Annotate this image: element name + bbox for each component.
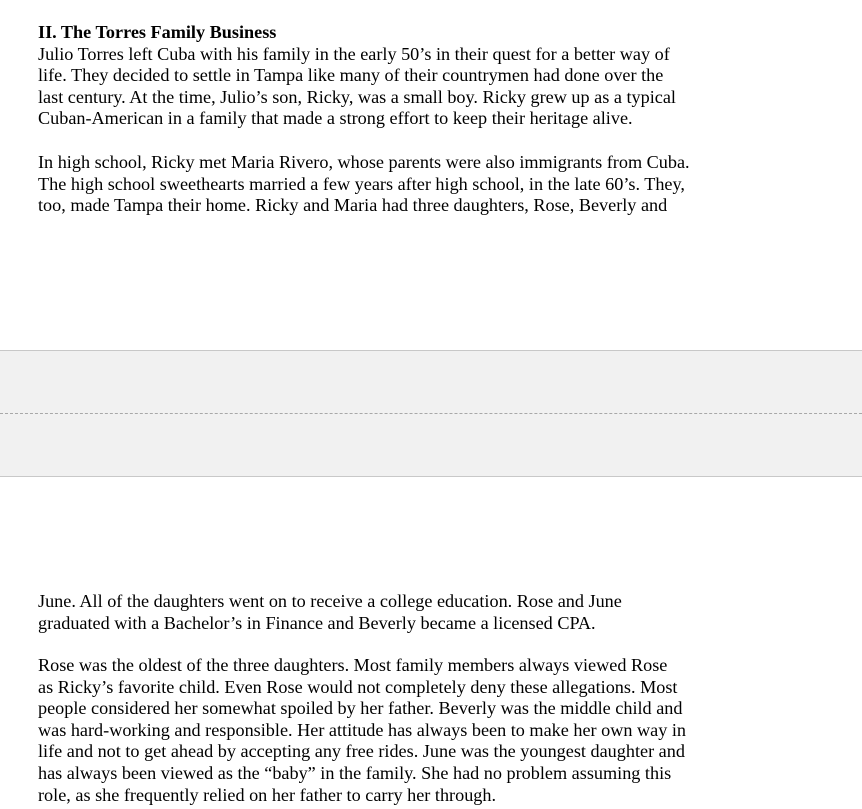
document-page-top bbox=[0, 0, 862, 350]
paragraph-line: life. They decided to settle in Tampa like many of their countrymen had done over the bbox=[38, 65, 664, 86]
paragraph-line: has always been viewed as the “baby” in the family. She had no problem assuming this bbox=[38, 762, 672, 783]
paragraph-line: June. All of the daughters went on to receive a college education. Rose and June bbox=[38, 591, 622, 611]
paragraph-daughters-personalities bbox=[38, 655, 728, 806]
paragraph-line: role, as she frequently relied on her father to carry her through. bbox=[38, 784, 497, 805]
paragraph-line: The high school sweethearts married a few years after high school, in the late 60’s. They, bbox=[38, 173, 685, 194]
paragraph-line: too, made Tampa their home. Ricky and Maria had three daughters, Rose, Beverly and bbox=[38, 195, 668, 216]
page-break-divider bbox=[0, 413, 862, 414]
paragraph-line: people considered her somewhat spoiled by her father. Beverly was the middle child and bbox=[38, 698, 683, 719]
paragraph-line: Cuban-American in a family that made a strong effort to keep their heritage alive. bbox=[38, 108, 633, 129]
paragraph-line: last century. At the time, Julio’s son, Ricky, was a small boy. Ricky grew up as a typical bbox=[38, 86, 676, 107]
section-heading: II. The Torres Family Business bbox=[38, 22, 277, 42]
paragraph-line: was hard-working and responsible. Her attitude has always been to make her own way in bbox=[38, 719, 686, 740]
paragraph-line: graduated with a Bachelor’s in Finance and Beverly became a licensed CPA. bbox=[38, 612, 596, 633]
paragraph-daughters-education bbox=[38, 591, 728, 634]
paragraph-line: as Ricky’s favorite child. Even Rose would not completely deny these allegations. Most bbox=[38, 676, 678, 697]
section-text-block bbox=[38, 22, 728, 130]
paragraph-ricky-maria bbox=[38, 152, 728, 217]
document-page-bottom bbox=[0, 477, 862, 809]
paragraph-line: In high school, Ricky met Maria Rivero, whose parents were also immigrants from Cuba. bbox=[38, 152, 690, 172]
paragraph-line: life and not to get ahead by accepting any free rides. June was the youngest daughter and bbox=[38, 741, 685, 762]
page-gap bbox=[0, 350, 862, 477]
paragraph-line: Julio Torres left Cuba with his family in the early 50’s in their quest for a better way of bbox=[38, 43, 670, 64]
paragraph-line: Rose was the oldest of the three daughters. Most family members always viewed Rose bbox=[38, 655, 668, 675]
